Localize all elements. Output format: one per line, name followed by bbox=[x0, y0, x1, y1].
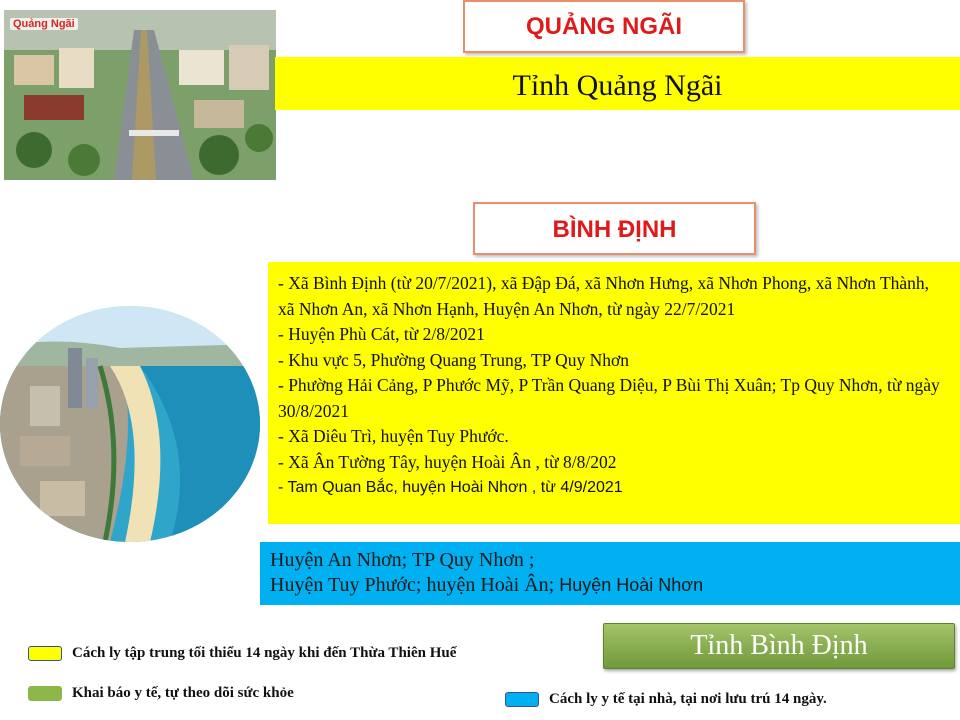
quy-nhon-coast-photo bbox=[0, 306, 260, 542]
quang-ngai-aerial-photo bbox=[4, 10, 276, 180]
binh-dinh-title: BÌNH ĐỊNH bbox=[473, 202, 756, 255]
home-isolation-line-2-serif: Huyện Tuy Phước; huyện Hoài Ân; bbox=[270, 574, 560, 596]
newspaper-logo: Quảng Ngãi bbox=[10, 18, 78, 30]
home-isolation-line-1: Huyện An Nhơn; TP Quy Nhơn ; bbox=[270, 549, 535, 571]
coastline-illustration bbox=[0, 306, 260, 542]
home-isolation-line-2 bbox=[270, 573, 950, 598]
list-item: - Phường Hải Cảng, P Phước Mỹ, P Trần Quang Diệu, P Bùi Thị Xuân; Tp Quy Nhơn, từ ngày 30/8/2021 bbox=[278, 375, 940, 421]
legend-label: Cách ly y tế tại nhà, tại nơi lưu trú 14 ngày. bbox=[549, 691, 827, 707]
home-isolation-box bbox=[260, 542, 960, 605]
binh-dinh-province-button[interactable]: Tỉnh Bình Định bbox=[603, 623, 955, 669]
list-item: - Xã Bình Định (từ 20/7/2021), xã Đập Đá, xã Nhơn Hưng, xã Nhơn Phong, xã Nhơn Thành, xã Nhơn An, xã Nhơn Hạnh, Huyện An Nhơn, từ ngày 22/7/2021 bbox=[278, 273, 930, 319]
home-isolation-line-2-sans: Huyện Hoài Nhơn bbox=[559, 575, 704, 595]
binh-dinh-isolation-list bbox=[268, 262, 960, 524]
list-item: - Tam Quan Bắc, huyện Hoài Nhơn , từ 4/9/2021 bbox=[278, 479, 623, 496]
list-item: - Xã Ân Tường Tây, huyện Hoài Ân , từ 8/8/202 bbox=[278, 451, 617, 472]
legend-item-home-isolation bbox=[505, 691, 827, 708]
list-item: - Xã Diêu Trì, huyện Tuy Phước. bbox=[278, 426, 509, 446]
legend-label: Khai báo y tế, tự theo dõi sức khỏe bbox=[72, 685, 294, 701]
blue-swatch bbox=[505, 692, 539, 707]
green-swatch bbox=[28, 686, 62, 701]
legend-item-concentrated-isolation bbox=[28, 645, 456, 662]
legend-item-health-declaration bbox=[28, 685, 294, 702]
city-street-illustration bbox=[4, 10, 276, 180]
legend-label: Cách ly tập trung tối thiểu 14 ngày khi đến Thừa Thiên Huế bbox=[72, 645, 457, 661]
quang-ngai-area-band: Tỉnh Quảng Ngãi bbox=[275, 57, 960, 110]
yellow-swatch bbox=[28, 646, 62, 661]
list-item: - Khu vực 5, Phường Quang Trung, TP Quy Nhơn bbox=[278, 349, 630, 370]
list-item: - Huyện Phù Cát, từ 2/8/2021 bbox=[278, 324, 485, 344]
quang-ngai-title: QUẢNG NGÃI bbox=[463, 0, 745, 53]
